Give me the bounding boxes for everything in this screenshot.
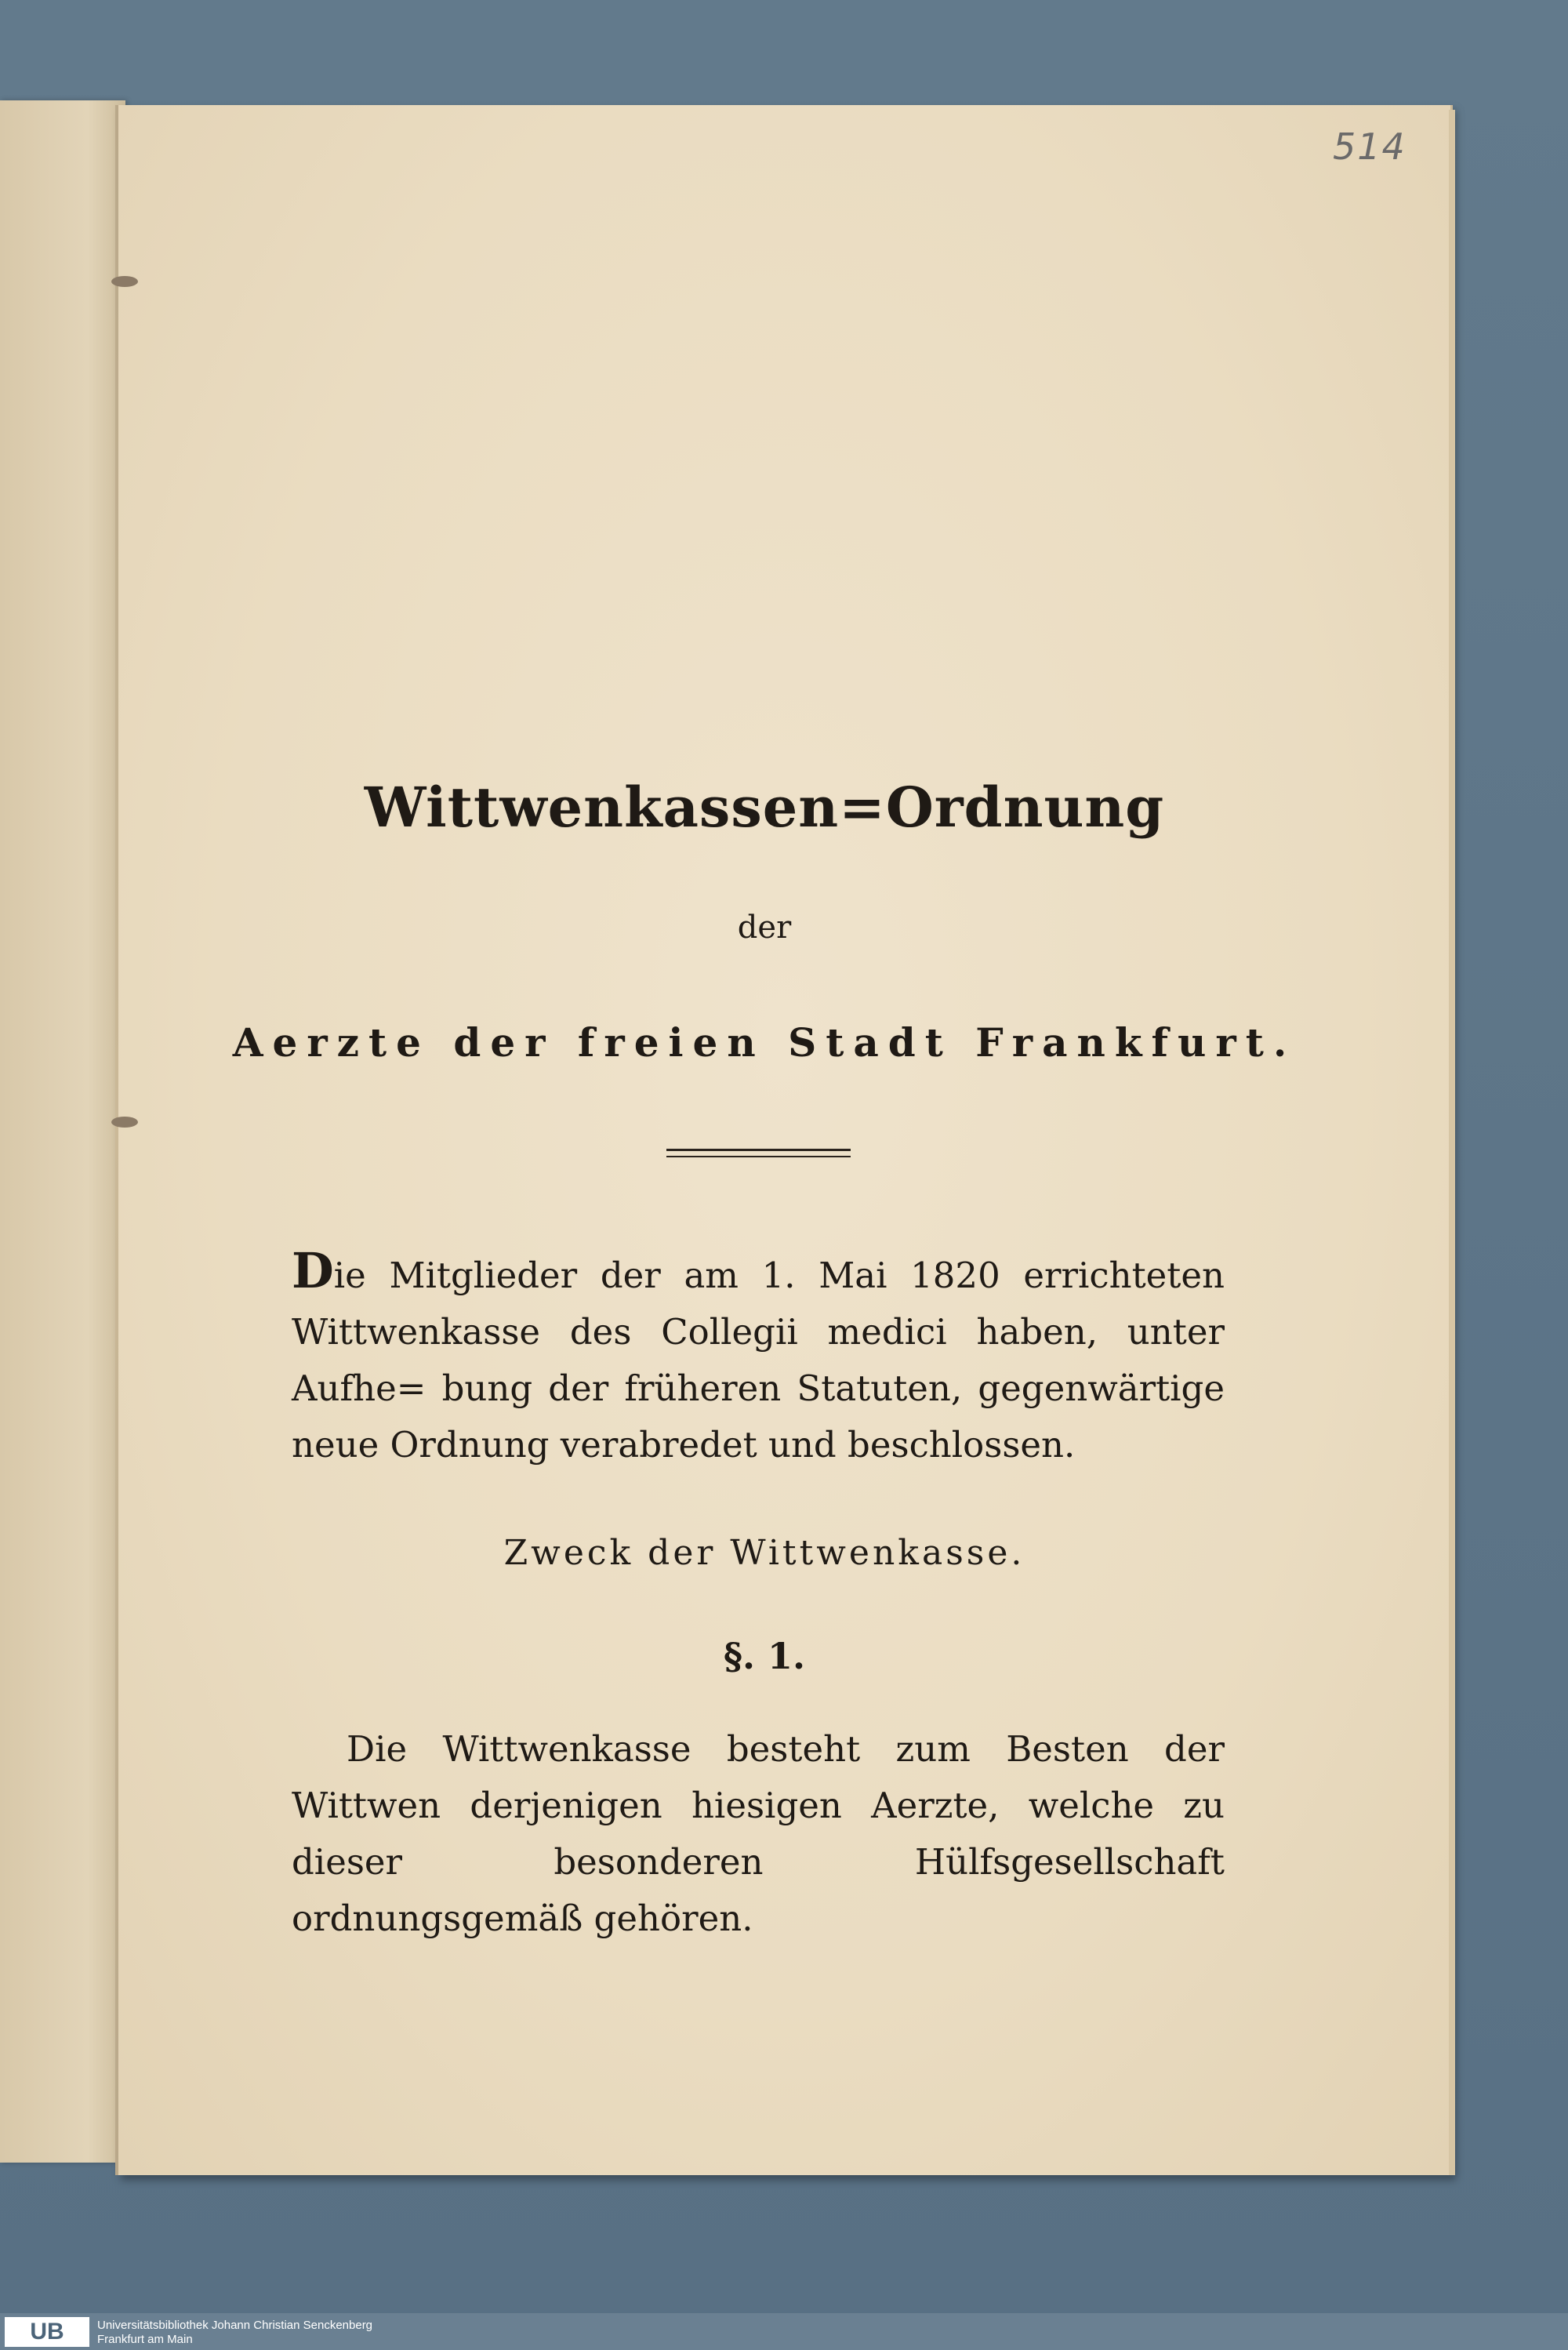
drop-cap: D <box>292 1242 334 1299</box>
binding-stitch <box>111 1117 138 1128</box>
intro-paragraph <box>292 1243 1225 1473</box>
section-paragraph: Die Wittwenkasse besteht zum Besten der Wittwen derjenigen hiesigen Aerzte, welche zu dieser besonderen Hülfsgesellschaft ordnungsgemäß gehören. <box>292 1728 1225 1939</box>
page-edge <box>1449 110 1455 2175</box>
document-title: Wittwenkassen=Ordnung <box>364 775 1165 840</box>
double-rule <box>666 1149 851 1151</box>
footer-location: Frankfurt am Main <box>97 2333 193 2346</box>
paragraph-number: §. 1. <box>723 1635 806 1677</box>
intro-paragraph-text: ie Mitglieder der am 1. Mai 1820 errichteten Wittwenkasse des Collegii medici haben, unter Aufhe= bung der früheren Statuten, gegenwärtige neue Ordnung verabredet und beschlossen. <box>292 1255 1225 1466</box>
binding-stitch <box>111 276 138 287</box>
section-heading: Zweck der Wittwenkasse. <box>503 1533 1025 1573</box>
pencil-page-number: 514 <box>1333 125 1406 168</box>
ub-logo: UB <box>5 2317 89 2347</box>
subtitle-der: der <box>737 910 792 946</box>
double-rule <box>666 1156 851 1157</box>
footer-institution: Universitätsbibliothek Johann Christian Senckenberg <box>97 2319 373 2332</box>
subtitle-main: Aerzte der freien Stadt Frankfurt. <box>232 1019 1297 1066</box>
gutter <box>115 105 118 2175</box>
left-page-edge <box>0 100 125 2163</box>
